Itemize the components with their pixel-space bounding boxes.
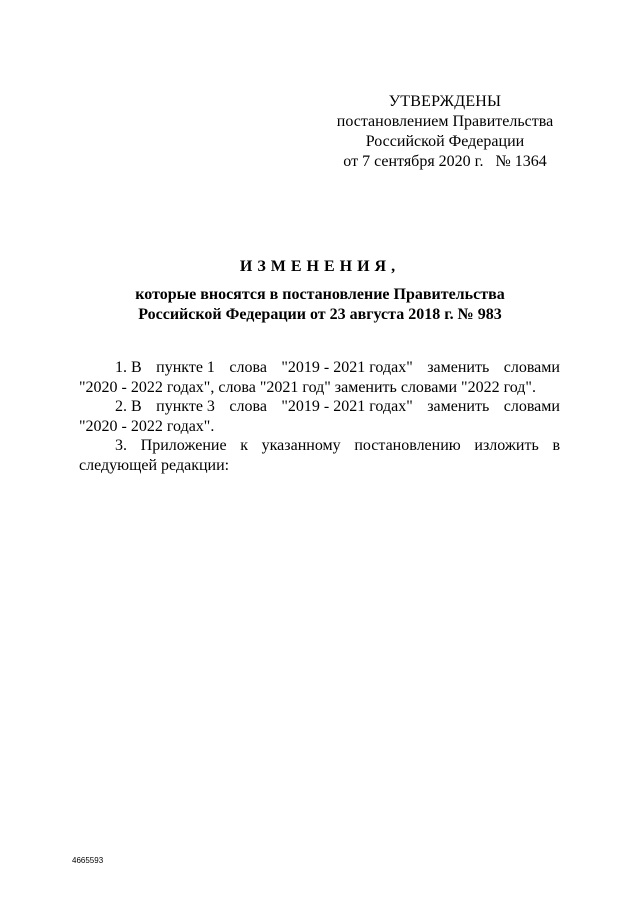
item-2 [79,397,560,436]
item-3: 3. Приложение к указанному постановлению изложить в следующей редакции: [79,437,560,474]
item-2-word: словами [503,398,560,415]
item-1-word: 1. В [115,359,142,376]
item-1-word: словами [503,359,560,376]
item-2-continuation: "2020 - 2022 годах". [79,417,215,435]
item-2-word: "2019 - 2021 годах" [281,398,413,415]
item-2-word: заменить [427,398,490,415]
document-subtitle-line-2: Российской Федерации от 23 августа 2018 г. № 983 [138,306,502,323]
approved-by-country: Российской Федерации [365,133,525,150]
approved-by-line: постановлением Правительства [336,113,554,130]
item-1-continuation: "2020 - 2022 годах", слова "2021 год" заменить словами "2022 год". [79,378,536,396]
item-1-word: "2019 - 2021 годах" [281,359,413,376]
item-1 [79,358,560,397]
document-title: ИЗМЕНЕНИЯ, [239,258,401,275]
item-1-word: заменить [427,359,490,376]
item-2-first-line [79,397,560,417]
item-2-word: пункте 3 [156,398,215,415]
approval-date: от 7 сентября 2020 г. [343,153,484,170]
approval-date-line [330,152,560,172]
item-1-word: слова [229,359,267,376]
item-1-word: пункте 1 [156,359,215,376]
document-subtitle-line-1: которые вносятся в постановление Правительства [135,286,505,303]
approval-number: № 1364 [495,153,547,170]
document-heading [80,257,560,325]
item-2-word: слова [229,398,267,415]
item-1-first-line [79,358,560,378]
approval-stamp [330,92,560,172]
document-code: 4665593 [72,856,104,865]
item-2-word: 2. В [115,398,142,415]
approved-title: УТВЕРЖДЕНЫ [388,93,502,110]
document-body [79,358,560,475]
